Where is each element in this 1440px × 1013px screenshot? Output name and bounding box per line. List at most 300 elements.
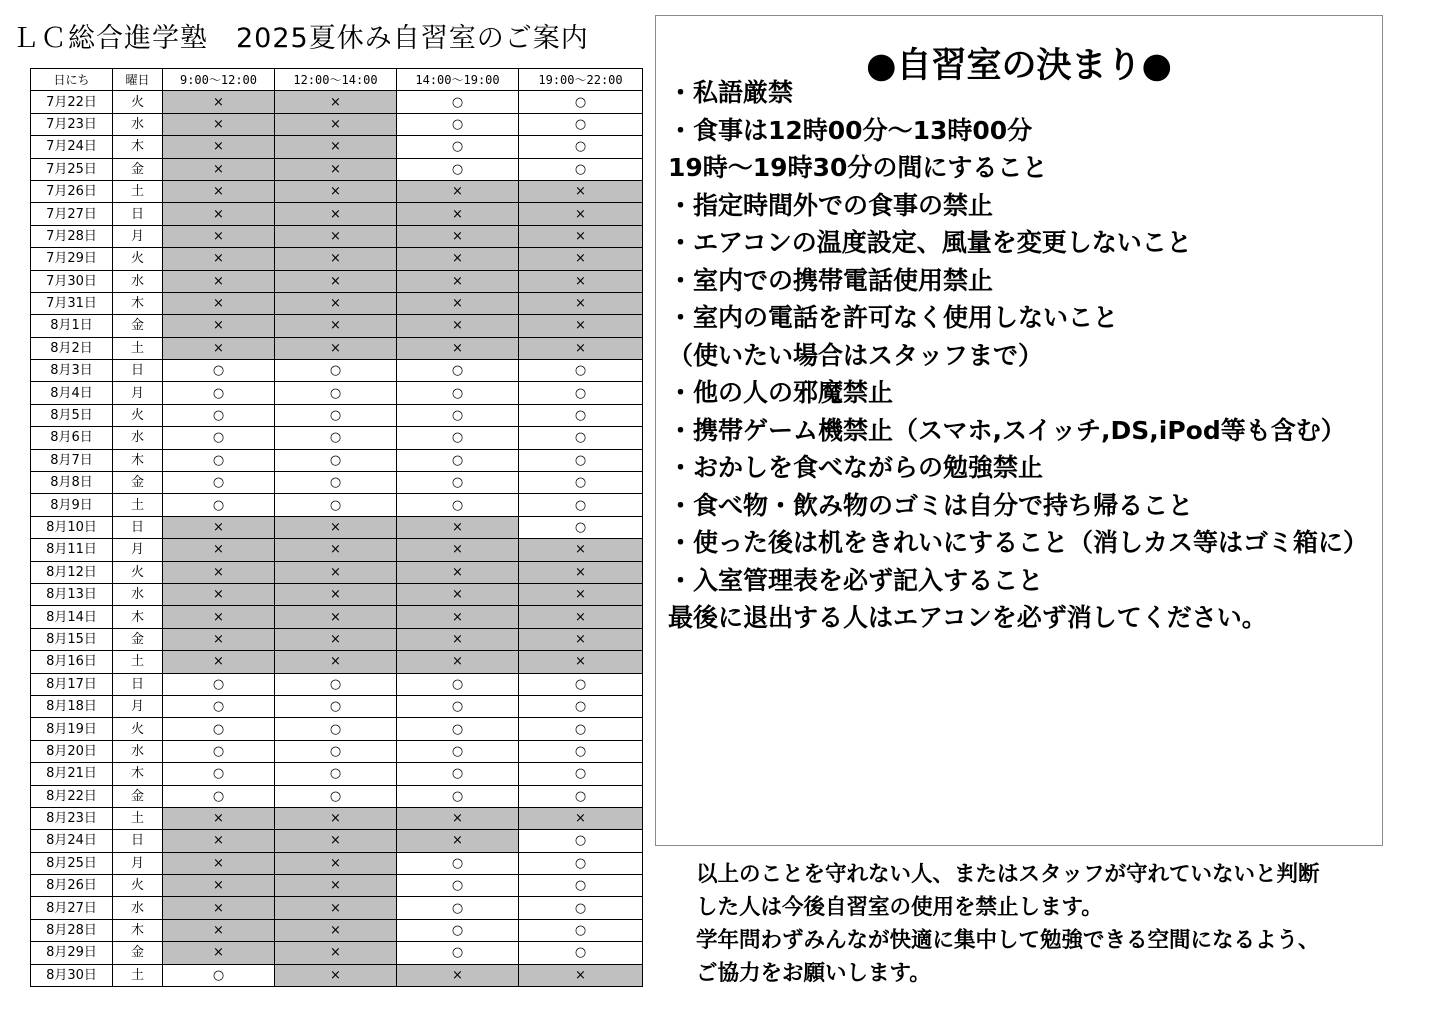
slot-cell: ×: [163, 315, 275, 337]
slot-cell: ×: [163, 158, 275, 180]
slot-cell: ×: [163, 292, 275, 314]
date-cell: 7月30日: [31, 270, 113, 292]
table-row: [31, 830, 643, 852]
slot-cell: ○: [519, 91, 643, 113]
slot-cell: ○: [519, 449, 643, 471]
slot-cell: ×: [275, 897, 397, 919]
table-row: [31, 203, 643, 225]
weekday-cell: 月: [113, 539, 163, 561]
weekday-cell: 日: [113, 830, 163, 852]
slot-cell: ×: [397, 337, 519, 359]
slot-cell: ○: [397, 740, 519, 762]
date-cell: 8月11日: [31, 539, 113, 561]
date-cell: 7月23日: [31, 113, 113, 135]
slot-cell: ○: [275, 427, 397, 449]
slot-cell: ○: [397, 404, 519, 426]
slot-cell: ×: [519, 315, 643, 337]
table-row: [31, 270, 643, 292]
weekday-cell: 火: [113, 875, 163, 897]
rule-item: ・入室管理表を必ず記入すること: [668, 565, 1044, 595]
slot-cell: ○: [397, 785, 519, 807]
slot-cell: ○: [163, 404, 275, 426]
rule-item: ・他の人の邪魔禁止: [668, 378, 894, 407]
table-row: [31, 472, 643, 494]
slot-cell: ×: [275, 203, 397, 225]
table-row: [31, 785, 643, 807]
table-row: [31, 651, 643, 673]
slot-cell: ×: [275, 919, 397, 941]
weekday-cell: 水: [113, 583, 163, 605]
footer-line: 学年問わずみんなが快適に集中して勉強できる空間になるよう、: [696, 928, 1320, 953]
slot-cell: ×: [275, 942, 397, 964]
slot-cell: ×: [397, 315, 519, 337]
weekday-cell: 水: [113, 270, 163, 292]
date-cell: 7月31日: [31, 292, 113, 314]
slot-cell: ○: [519, 516, 643, 538]
slot-cell: ×: [275, 875, 397, 897]
date-cell: 8月19日: [31, 718, 113, 740]
rule-item: ・私語厳禁: [668, 78, 794, 107]
slot-cell: ×: [519, 203, 643, 225]
weekday-cell: 日: [113, 360, 163, 382]
slot-cell: ○: [275, 695, 397, 717]
slot-cell: ×: [163, 539, 275, 561]
slot-cell: ○: [519, 673, 643, 695]
slot-cell: ○: [275, 382, 397, 404]
date-cell: 8月27日: [31, 897, 113, 919]
rules-title: ●自習室の決まり●: [865, 46, 1173, 86]
date-cell: 8月2日: [31, 337, 113, 359]
slot-cell: ○: [163, 673, 275, 695]
table-row: [31, 919, 643, 941]
slot-cell: ○: [519, 785, 643, 807]
slot-cell: ○: [397, 158, 519, 180]
date-cell: 8月29日: [31, 942, 113, 964]
slot-cell: ×: [163, 628, 275, 650]
slot-cell: ×: [519, 225, 643, 247]
slot-cell: ×: [163, 919, 275, 941]
slot-cell: ○: [519, 763, 643, 785]
slot-cell: ○: [275, 673, 397, 695]
date-cell: 8月24日: [31, 830, 113, 852]
slot-cell: ×: [519, 270, 643, 292]
header-slot-4: 19:00〜22:00: [519, 69, 643, 91]
slot-cell: ○: [519, 942, 643, 964]
slot-cell: ○: [519, 113, 643, 135]
slot-cell: ×: [397, 539, 519, 561]
slot-cell: ×: [163, 113, 275, 135]
rule-item: ・おかしを食べながらの勉強禁止: [668, 453, 1044, 482]
header-date: 日にち: [31, 69, 113, 91]
footer-line: 以上のことを守れない人、またはスタッフが守れていないと判断: [696, 862, 1320, 887]
slot-cell: ○: [275, 740, 397, 762]
table-row: [31, 136, 643, 158]
table-row: [31, 852, 643, 874]
rule-item: ・携帯ゲーム機禁止（スマホ,スイッチ,DS,iPod等も含む）: [668, 415, 1346, 445]
weekday-cell: 木: [113, 919, 163, 941]
weekday-cell: 水: [113, 897, 163, 919]
slot-cell: ○: [397, 673, 519, 695]
slot-cell: ×: [275, 628, 397, 650]
slot-cell: ○: [163, 382, 275, 404]
date-cell: 8月5日: [31, 404, 113, 426]
weekday-cell: 金: [113, 628, 163, 650]
slot-cell: ×: [519, 807, 643, 829]
slot-cell: ×: [163, 248, 275, 270]
weekday-cell: 金: [113, 158, 163, 180]
date-cell: 7月29日: [31, 248, 113, 270]
date-cell: 8月15日: [31, 628, 113, 650]
slot-cell: ×: [275, 830, 397, 852]
date-cell: 8月6日: [31, 427, 113, 449]
header-slot-2: 12:00〜14:00: [275, 69, 397, 91]
slot-cell: ○: [519, 472, 643, 494]
slot-cell: ×: [163, 651, 275, 673]
slot-cell: ×: [163, 136, 275, 158]
table-row: [31, 539, 643, 561]
slot-cell: ×: [519, 964, 643, 986]
slot-cell: ×: [397, 807, 519, 829]
slot-cell: ○: [397, 427, 519, 449]
slot-cell: ×: [163, 830, 275, 852]
weekday-cell: 火: [113, 91, 163, 113]
footer-line: した人は今後自習室の使用を禁止します。: [696, 895, 1103, 920]
slot-cell: ○: [397, 494, 519, 516]
rule-item: 最後に退出する人はエアコンを必ず消してください。: [668, 603, 1267, 632]
date-cell: 8月1日: [31, 315, 113, 337]
slot-cell: ×: [275, 113, 397, 135]
slot-cell: ○: [519, 427, 643, 449]
footer-line: ご協力をお願いします。: [696, 961, 931, 986]
slot-cell: ○: [275, 449, 397, 471]
slot-cell: ×: [519, 628, 643, 650]
date-cell: 8月20日: [31, 740, 113, 762]
rule-item: （使いたい場合はスタッフまで）: [668, 340, 1044, 370]
slot-cell: ×: [163, 897, 275, 919]
date-cell: 8月25日: [31, 852, 113, 874]
weekday-cell: 水: [113, 740, 163, 762]
slot-cell: ×: [397, 964, 519, 986]
date-cell: 8月17日: [31, 673, 113, 695]
table-row: [31, 158, 643, 180]
table-row: [31, 942, 643, 964]
table-row: [31, 807, 643, 829]
table-row: [31, 718, 643, 740]
weekday-cell: 水: [113, 113, 163, 135]
slot-cell: ○: [397, 718, 519, 740]
slot-cell: ○: [163, 494, 275, 516]
slot-cell: ×: [519, 292, 643, 314]
date-cell: 8月10日: [31, 516, 113, 538]
slot-cell: ○: [519, 852, 643, 874]
slot-cell: ×: [163, 606, 275, 628]
slot-cell: ×: [519, 539, 643, 561]
slot-cell: ○: [163, 427, 275, 449]
date-cell: 8月22日: [31, 785, 113, 807]
weekday-cell: 土: [113, 964, 163, 986]
date-cell: 8月21日: [31, 763, 113, 785]
table-row: [31, 382, 643, 404]
table-row: [31, 292, 643, 314]
slot-cell: ×: [275, 315, 397, 337]
rule-item: ・食事は12時00分～13時00分: [668, 115, 1033, 145]
date-cell: 8月3日: [31, 360, 113, 382]
slot-cell: ×: [163, 583, 275, 605]
weekday-cell: 木: [113, 449, 163, 471]
slot-cell: ○: [519, 360, 643, 382]
slot-cell: ×: [275, 180, 397, 202]
slot-cell: ×: [397, 292, 519, 314]
slot-cell: ×: [275, 606, 397, 628]
date-cell: 8月13日: [31, 583, 113, 605]
slot-cell: ×: [163, 225, 275, 247]
slot-cell: ○: [397, 136, 519, 158]
table-row: [31, 673, 643, 695]
slot-cell: ○: [397, 449, 519, 471]
table-row: [31, 225, 643, 247]
slot-cell: ○: [397, 360, 519, 382]
slot-cell: ×: [275, 516, 397, 538]
table-row: [31, 248, 643, 270]
slot-cell: ×: [163, 807, 275, 829]
table-row: [31, 360, 643, 382]
slot-cell: ○: [397, 113, 519, 135]
slot-cell: ×: [397, 225, 519, 247]
table-row: [31, 583, 643, 605]
slot-cell: ×: [397, 516, 519, 538]
slot-cell: ○: [163, 785, 275, 807]
table-row: [31, 180, 643, 202]
header-day: 曜日: [113, 69, 163, 91]
slot-cell: ○: [519, 695, 643, 717]
slot-cell: ×: [163, 875, 275, 897]
slot-cell: ○: [163, 740, 275, 762]
slot-cell: ○: [397, 852, 519, 874]
slot-cell: ×: [519, 561, 643, 583]
slot-cell: ○: [397, 897, 519, 919]
slot-cell: ○: [275, 718, 397, 740]
slot-cell: ○: [163, 360, 275, 382]
rule-item: ・指定時間外での食事の禁止: [668, 190, 994, 220]
slot-cell: ×: [397, 180, 519, 202]
table-row: [31, 695, 643, 717]
slot-cell: ○: [519, 830, 643, 852]
weekday-cell: 木: [113, 763, 163, 785]
slot-cell: ×: [163, 203, 275, 225]
weekday-cell: 月: [113, 695, 163, 717]
weekday-cell: 月: [113, 382, 163, 404]
slot-cell: ○: [519, 718, 643, 740]
slot-cell: ×: [163, 337, 275, 359]
slot-cell: ○: [275, 785, 397, 807]
weekday-cell: 日: [113, 673, 163, 695]
page-title: ＬＣ総合進学塾 2025夏休み自習室のご案内: [12, 23, 589, 54]
table-row: [31, 494, 643, 516]
table-row: [31, 561, 643, 583]
weekday-cell: 土: [113, 651, 163, 673]
slot-cell: ×: [163, 561, 275, 583]
date-cell: 8月8日: [31, 472, 113, 494]
slot-cell: ○: [397, 942, 519, 964]
table-row: [31, 740, 643, 762]
table-row: [31, 113, 643, 135]
weekday-cell: 金: [113, 472, 163, 494]
date-cell: 7月27日: [31, 203, 113, 225]
table-row: [31, 628, 643, 650]
slot-cell: ×: [163, 852, 275, 874]
slot-cell: ×: [275, 292, 397, 314]
rules-box: [655, 15, 1383, 846]
weekday-cell: 金: [113, 315, 163, 337]
slot-cell: ×: [275, 136, 397, 158]
slot-cell: ×: [519, 337, 643, 359]
header-slot-1: 9:00〜12:00: [163, 69, 275, 91]
weekday-cell: 月: [113, 225, 163, 247]
slot-cell: ×: [275, 583, 397, 605]
slot-cell: ×: [163, 516, 275, 538]
slot-cell: ○: [397, 695, 519, 717]
date-cell: 8月18日: [31, 695, 113, 717]
weekday-cell: 火: [113, 718, 163, 740]
date-cell: 8月4日: [31, 382, 113, 404]
slot-cell: ×: [275, 225, 397, 247]
slot-cell: ○: [397, 919, 519, 941]
slot-cell: ×: [275, 852, 397, 874]
slot-cell: ×: [275, 248, 397, 270]
slot-cell: ×: [397, 651, 519, 673]
slot-cell: ×: [397, 628, 519, 650]
table-row: [31, 91, 643, 113]
slot-cell: ○: [163, 763, 275, 785]
slot-cell: ×: [397, 606, 519, 628]
weekday-cell: 火: [113, 404, 163, 426]
slot-cell: ×: [275, 158, 397, 180]
slot-cell: ×: [397, 561, 519, 583]
slot-cell: ○: [397, 875, 519, 897]
slot-cell: ○: [275, 472, 397, 494]
slot-cell: ○: [163, 964, 275, 986]
slot-cell: ×: [275, 964, 397, 986]
slot-cell: ×: [163, 270, 275, 292]
weekday-cell: 水: [113, 427, 163, 449]
slot-cell: ○: [163, 695, 275, 717]
slot-cell: ○: [519, 919, 643, 941]
table-row: [31, 337, 643, 359]
slot-cell: ×: [519, 248, 643, 270]
weekday-cell: 月: [113, 852, 163, 874]
weekday-cell: 金: [113, 785, 163, 807]
date-cell: 7月24日: [31, 136, 113, 158]
weekday-cell: 木: [113, 606, 163, 628]
slot-cell: ○: [275, 360, 397, 382]
rule-item: 19時～19時30分の間にすること: [668, 153, 1048, 182]
date-cell: 8月23日: [31, 807, 113, 829]
slot-cell: ×: [275, 651, 397, 673]
slot-cell: ○: [163, 472, 275, 494]
date-cell: 8月7日: [31, 449, 113, 471]
schedule-header-row: [31, 69, 643, 91]
slot-cell: ×: [163, 91, 275, 113]
weekday-cell: 火: [113, 561, 163, 583]
table-row: [31, 404, 643, 426]
weekday-cell: 木: [113, 136, 163, 158]
slot-cell: ×: [163, 942, 275, 964]
slot-cell: ○: [275, 494, 397, 516]
slot-cell: ○: [519, 404, 643, 426]
slot-cell: ×: [397, 270, 519, 292]
date-cell: 8月9日: [31, 494, 113, 516]
date-cell: 8月30日: [31, 964, 113, 986]
slot-cell: ×: [163, 180, 275, 202]
slot-cell: ×: [519, 180, 643, 202]
slot-cell: ○: [519, 897, 643, 919]
slot-cell: ○: [519, 158, 643, 180]
table-row: [31, 964, 643, 986]
slot-cell: ○: [397, 91, 519, 113]
slot-cell: ×: [519, 583, 643, 605]
rule-item: ・室内の電話を許可なく使用しないこと: [668, 303, 1119, 332]
table-row: [31, 427, 643, 449]
table-row: [31, 763, 643, 785]
weekday-cell: 土: [113, 337, 163, 359]
date-cell: 8月12日: [31, 561, 113, 583]
date-cell: 8月16日: [31, 651, 113, 673]
date-cell: 7月26日: [31, 180, 113, 202]
rules-list: [668, 74, 1368, 637]
slot-cell: ×: [519, 651, 643, 673]
schedule-body: [31, 91, 643, 987]
weekday-cell: 土: [113, 180, 163, 202]
slot-cell: ○: [519, 382, 643, 404]
slot-cell: ○: [275, 404, 397, 426]
slot-cell: ×: [275, 270, 397, 292]
slot-cell: ×: [397, 248, 519, 270]
date-cell: 8月14日: [31, 606, 113, 628]
weekday-cell: 土: [113, 807, 163, 829]
slot-cell: ×: [275, 337, 397, 359]
date-cell: 8月26日: [31, 875, 113, 897]
weekday-cell: 火: [113, 248, 163, 270]
rule-item: ・食べ物・飲み物のゴミは自分で持ち帰ること: [668, 490, 1194, 520]
slot-cell: ○: [397, 763, 519, 785]
rule-item: ・使った後は机をきれいにすること（消しカス等はゴミ箱に）: [668, 528, 1369, 557]
slot-cell: ○: [163, 718, 275, 740]
table-row: [31, 897, 643, 919]
slot-cell: ○: [397, 472, 519, 494]
slot-cell: ×: [397, 830, 519, 852]
table-row: [31, 516, 643, 538]
slot-cell: ×: [397, 583, 519, 605]
slot-cell: ×: [519, 606, 643, 628]
table-row: [31, 875, 643, 897]
slot-cell: ○: [519, 740, 643, 762]
weekday-cell: 日: [113, 516, 163, 538]
weekday-cell: 金: [113, 942, 163, 964]
table-row: [31, 315, 643, 337]
slot-cell: ×: [275, 807, 397, 829]
slot-cell: ×: [397, 203, 519, 225]
slot-cell: ×: [275, 561, 397, 583]
table-row: [31, 449, 643, 471]
slot-cell: ○: [397, 382, 519, 404]
slot-cell: ○: [519, 875, 643, 897]
table-row: [31, 606, 643, 628]
slot-cell: ×: [275, 539, 397, 561]
rule-item: ・室内での携帯電話使用禁止: [668, 265, 994, 295]
slot-cell: ○: [163, 449, 275, 471]
weekday-cell: 日: [113, 203, 163, 225]
slot-cell: ×: [275, 91, 397, 113]
